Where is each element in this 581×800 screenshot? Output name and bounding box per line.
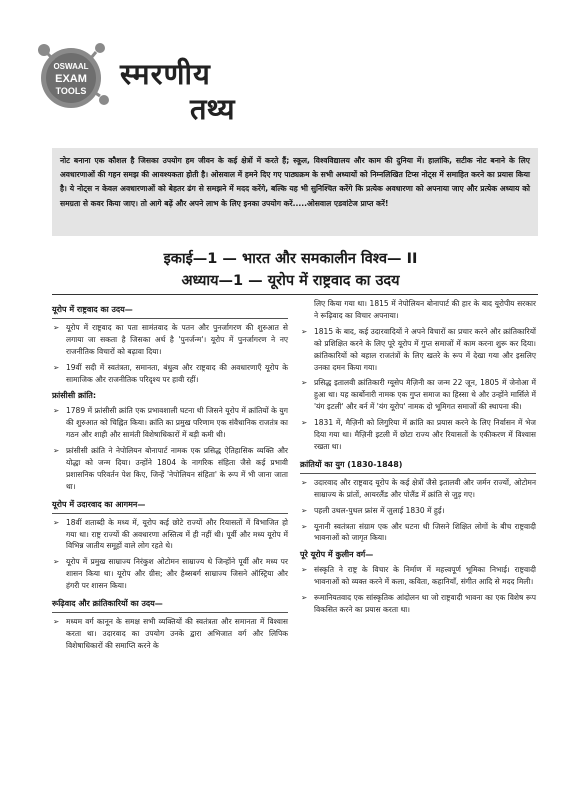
section-heading: यूरोप में उदारवाद का आगमन— [52, 499, 288, 514]
unit-title: इकाई—1 — भारत और समकालीन विश्व— II [163, 251, 418, 267]
list-item: ➢ 1815 के बाद, कई उदारवादियों ने अपने विचारों का प्रचार करने और क्रांतिकारियों को प्रशिक्षित करने के लिए पूरे यूरोप में गुप्त समाजों में काम करना शुरू कर दिया। क्रांतिकारियों को बहाल राजतंत्रों के लिए खतरे के रूप में देखा गया और इसलिए उनका दमन किया गया। [301, 326, 536, 372]
arrow-bullet-icon: ➢ [53, 322, 60, 332]
list-item: ➢ उदारवाद और राष्ट्रवाद यूरोप के कई क्षेत्रों जैसे इतालवी और जर्मन राज्यों, ओटोमन साम्राज्य के प्रांतों, आयरलैंड और पोलैंड में क्रांति से जुड़ गए। [301, 477, 536, 499]
list-item: ➢ 19वीं सदी में स्वतंत्रता, समानता, बंधुत्व और राष्ट्रवाद की अवधारणाएँ यूरोप के सामाजिक और राजनीतिक परिदृश्य पर हावी रहीं। [53, 362, 288, 384]
arrow-bullet-icon: ➢ [301, 565, 308, 575]
continued-paragraph: लिए किया गया था। 1815 में नेपोलियन बोनापार्ट की हार के बाद यूरोपीय सरकार ने रूढ़िवाद का विचार अपनाया। [314, 299, 536, 320]
header-title-line2: तथ्य [190, 92, 235, 126]
list-item: ➢ यूरोप में राष्ट्रवाद का पता सामंतवाद के पतन और पुनर्जागरण की शुरुआत से लगाया जा सकता है जिसका अर्थ है 'पुनर्जन्म'। यूरोप में पुनर्जागरण ने नए राजनीतिक विचारों को बढ़ावा दिया। [53, 322, 288, 356]
list-item: ➢ 1831 में, मैज़िनी को लिगुरिया में क्रांति का प्रयास करने के लिए निर्वासन में भेज दिया गया था। मैज़िनी इटली में छोटा राज्य और रियासतों के एकीकरण में विश्वास रखता था। [301, 418, 536, 451]
divider [52, 294, 538, 295]
oswaal-logo [32, 38, 110, 116]
arrow-bullet-icon: ➢ [53, 406, 60, 416]
arrow-bullet-icon: ➢ [301, 521, 308, 531]
intro-box: नोट बनाना एक कौशल है जिसका उपयोग हम जीवन के कई क्षेत्रों में करते हैं; स्कूल, विश्वविद्यालय और काम की दुनिया में। हालांकि, सटीक नोट बनाने के लिए अवधारणाओं की गहन समझ की आवश्यकता होती है। ओसवाल में हमने दिए गए पाठ्यक्रम के सभी अध्यायों को निम्नलिखित टिप्स नोट्स में समाहित करने का प्रयास किया है। ये नोट्स न केवल अवधारणाओं को बेहतर ढंग से समझने में मदद करेंगे, बल्कि यह भी सुनिश्चित करेंगे कि प्रत्येक अवधारणा को अपनाया जाए और प्रत्येक अध्याय को समग्रता से कवर किया जाए। तो आगे बढ़ें और अपने लाभ के लिए इनका उपयोग करें.....ओसवाल एडवांटेज प्राप्त करें! [52, 148, 538, 236]
svg-text:EXAM: EXAM [55, 73, 87, 85]
left-column [52, 298, 288, 656]
section-heading: रूढ़िवाद और क्रांतिकारियों का उदय— [52, 598, 288, 613]
section-heading: क्रांतियों का युग (1830-1848) [300, 459, 536, 474]
list-item: ➢ रूमानियतवाद एक सांस्कृतिक आंदोलन था जो राष्ट्रवादी भावना का एक विशेष रूप विकसित करने का प्रयास करता था। [301, 593, 536, 614]
list-item: ➢ 18वीं शताब्दी के मध्य में, यूरोप कई छोटे राज्यों और रियासतों में विभाजित हो गया था। राष्ट्र राज्यों की अवधारणा अस्तित्व में ही नहीं थी। पूर्वी और मध्य यूरोप में विभिन्न जातीय समूहों वाले लोग रहते थे। [53, 517, 288, 551]
arrow-bullet-icon: ➢ [53, 517, 60, 527]
list-item: ➢ पहली उथल-पुथल फ्रांस में जुलाई 1830 में हुई। [301, 505, 445, 515]
list-item: ➢ फ्रांसीसी क्रांति ने नेपोलियन बोनापार्ट नामक एक प्रसिद्ध ऐतिहासिक व्यक्ति और योद्धा को जन्म दिया। उन्होंने 1804 के नागरिक संहिता जैसे कई प्रभावी प्रशासनिक परिवर्तन पेश किए, जिन्हें 'नेपोलियन संहिता' के रूप में भी जाना जाता था। [53, 446, 288, 491]
svg-text:TOOLS: TOOLS [55, 86, 87, 96]
arrow-bullet-icon: ➢ [53, 616, 60, 626]
list-item: ➢ संस्कृति ने राष्ट्र के विचार के निर्माण में महत्त्वपूर्ण भूमिका निभाई। राष्ट्रवादी भावनाओं को व्यक्त करने में कला, कविता, कहानियाँ, संगीत आदि से मदद मिली। [301, 565, 536, 587]
list-item: ➢ यूनानी स्वतंत्रता संग्राम एक और घटना थी जिसने शिक्षित लोगों के बीच राष्ट्रवादी भावनाओं को जागृत किया। [301, 521, 536, 543]
arrow-bullet-icon: ➢ [53, 557, 60, 567]
list-item: ➢ यूरोप में प्रमुख साम्राज्य निरंकुश ओटोमन साम्राज्य थे जिन्होंने पूर्वी और मध्य पर शासन किया था। यूरोप और ग्रीस; और हैब्सबर्ग साम्राज्य जिसने ऑस्ट्रिया और हंगरी पर शासन किया। [53, 557, 288, 591]
chapter-title: अध्याय—1 — यूरोप में राष्ट्रवाद का उदय [181, 273, 400, 289]
arrow-bullet-icon: ➢ [301, 326, 308, 336]
list-item: ➢ प्रसिद्ध इतालवी क्रांतिकारी ग्यूसेप मैज़िनी का जन्म 22 जून, 1805 में जेनोआ में हुआ था। यह कार्बोनारी नामक एक गुप्त समाज का हिस्सा थे और उन्होंने मार्सिले में 'यंग इटली' और बर्न में 'यंग यूरोप' नामक दो भूमिगत समाजों की स्थापना की। [301, 378, 536, 412]
section-heading: यूरोप में राष्ट्रवाद का उदय— [52, 304, 288, 319]
arrow-bullet-icon: ➢ [53, 362, 60, 372]
section-heading: पूरे यूरोप में कुलीन वर्ग— [300, 550, 374, 560]
arrow-bullet-icon: ➢ [53, 446, 60, 456]
svg-text:OSWAAL: OSWAAL [53, 62, 89, 71]
list-item: ➢ मध्यम वर्ग कानून के समक्ष सभी व्यक्तियों की स्वतंत्रता और समानता में विश्वास करता था। उदारवाद का उपयोग उनके द्वारा अभिजात वर्ग और लिपिक विशेषाधिकारों की समाप्ति करने के [53, 616, 288, 650]
arrow-bullet-icon: ➢ [301, 418, 308, 428]
right-column [300, 298, 536, 620]
header-title-line1: स्मरणीय [120, 57, 211, 91]
arrow-bullet-icon: ➢ [301, 477, 308, 487]
section-heading: फ्रांसीसी क्रांति: [52, 391, 97, 401]
arrow-bullet-icon: ➢ [301, 593, 308, 603]
arrow-bullet-icon: ➢ [301, 505, 308, 515]
list-item: ➢ 1789 में फ्रांसीसी क्रांति एक प्रभावशाली घटना थी जिसने यूरोप में क्रांतियों के युग की शुरुआत को चिह्नित किया। क्रांति का प्रमुख परिणाम एक संवैधानिक राजतंत्र का गठन और शाही और सामंती विशेषाधिकारों में बड़ी कमी थी। [53, 406, 288, 440]
arrow-bullet-icon: ➢ [301, 378, 308, 388]
